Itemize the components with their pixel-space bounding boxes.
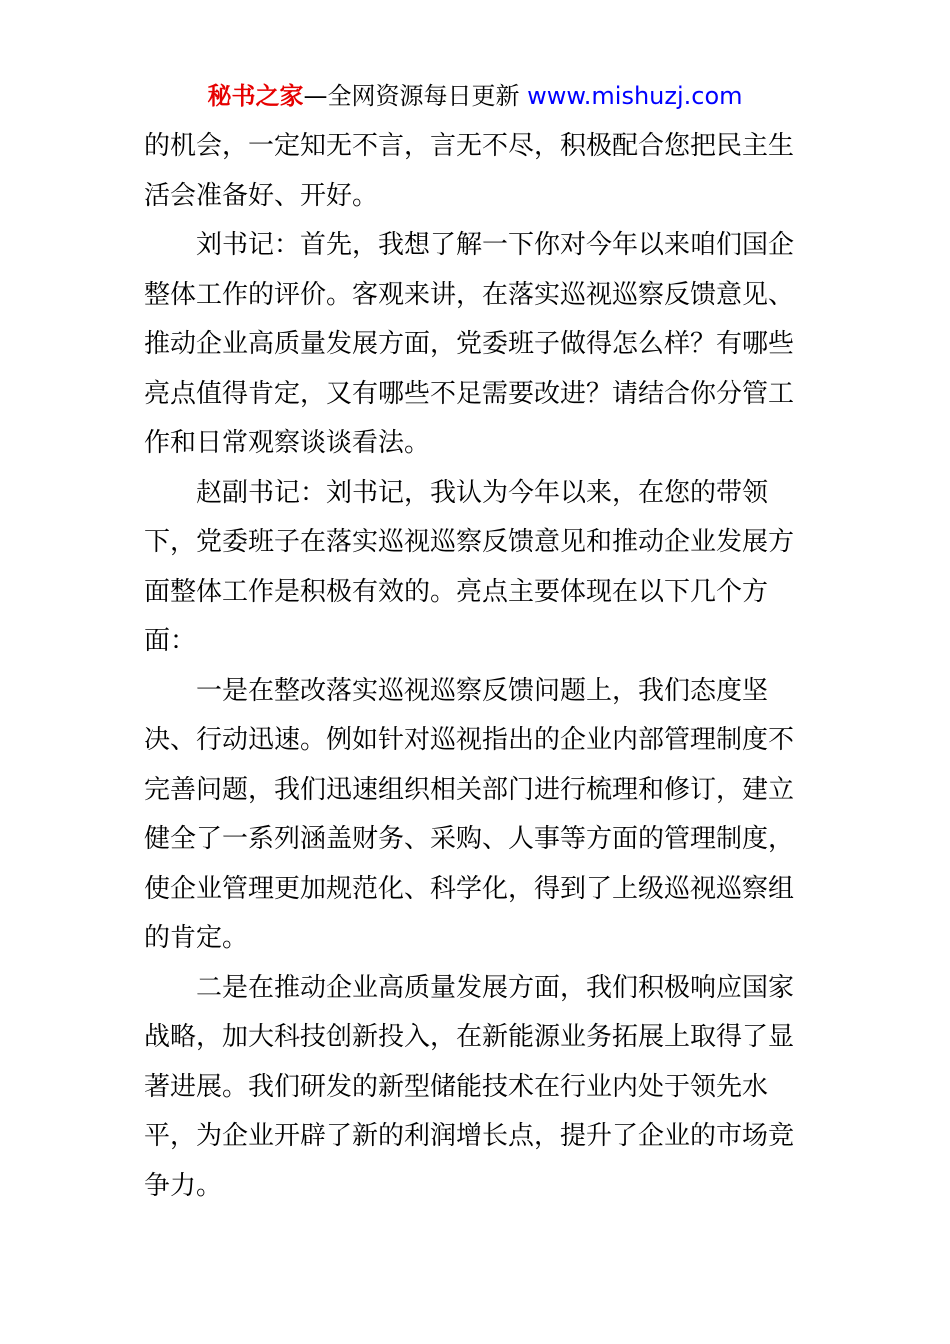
paragraph-line: 争力。 [144, 1170, 223, 1201]
paragraph-line: 作和日常观察谈谈看法。 [144, 428, 431, 458]
paragraph-line: 面整体工作是积极有效的。亮点主要体现在以下几个方 [144, 576, 769, 607]
paragraph-line: 著进展。我们研发的新型储能技术在行业内处于领先水 [144, 1071, 769, 1102]
paragraph-line: 健全了一系列涵盖财务、采购、人事等方面的管理制度， [144, 824, 795, 854]
paragraph-line: 面： [144, 626, 197, 656]
paragraph-line: 亮点值得肯定，又有哪些不足需要改进？请结合你分管工 [144, 378, 795, 409]
paragraph-first-line: 一是在整改落实巡视巡察反馈问题上，我们态度坚 [196, 675, 769, 706]
paragraph-first-line: 赵副书记：刘书记，我认为今年以来，在您的带领 [196, 477, 769, 508]
paragraph-line: 使企业管理更加规范化、科学化，得到了上级巡视巡察组 [144, 873, 795, 904]
brand-name: 秘书之家 [207, 82, 304, 110]
paragraph-line: 下，党委班子在落实巡视巡察反馈意见和推动企业发展方 [144, 527, 795, 557]
paragraph-first-line: 二是在推动企业高质量发展方面，我们积极响应国家 [196, 972, 795, 1003]
paragraph-line: 的机会，一定知无不言，言无不尽，积极配合您把民主生 [144, 131, 795, 161]
document-body [144, 122, 824, 1211]
paragraph-line: 完善问题，我们迅速组织相关部门进行梳理和修订，建立 [144, 774, 795, 805]
paragraph-line: 的肯定。 [144, 923, 249, 953]
paragraph-line: 平，为企业开辟了新的利润增长点，提升了企业的市场竞 [144, 1121, 795, 1151]
paragraph-line: 推动企业高质量发展方面，党委班子做得怎么样？有哪些 [144, 329, 795, 359]
page-header [0, 80, 950, 112]
header-tagline: —全网资源每日更新 [303, 82, 528, 110]
paragraph-line: 战略，加大科技创新投入，在新能源业务拓展上取得了显 [144, 1022, 795, 1052]
paragraph-first-line: 刘书记：首先，我想了解一下你对今年以来咱们国企 [196, 230, 795, 260]
paragraph-line: 整体工作的评价。客观来讲，在落实巡视巡察反馈意见、 [144, 279, 795, 310]
paragraph-line: 决、行动迅速。例如针对巡视指出的企业内部管理制度不 [144, 725, 795, 755]
site-link[interactable]: www.mishuzj.com [527, 82, 743, 110]
paragraph-line: 活会准备好、开好。 [144, 180, 379, 211]
